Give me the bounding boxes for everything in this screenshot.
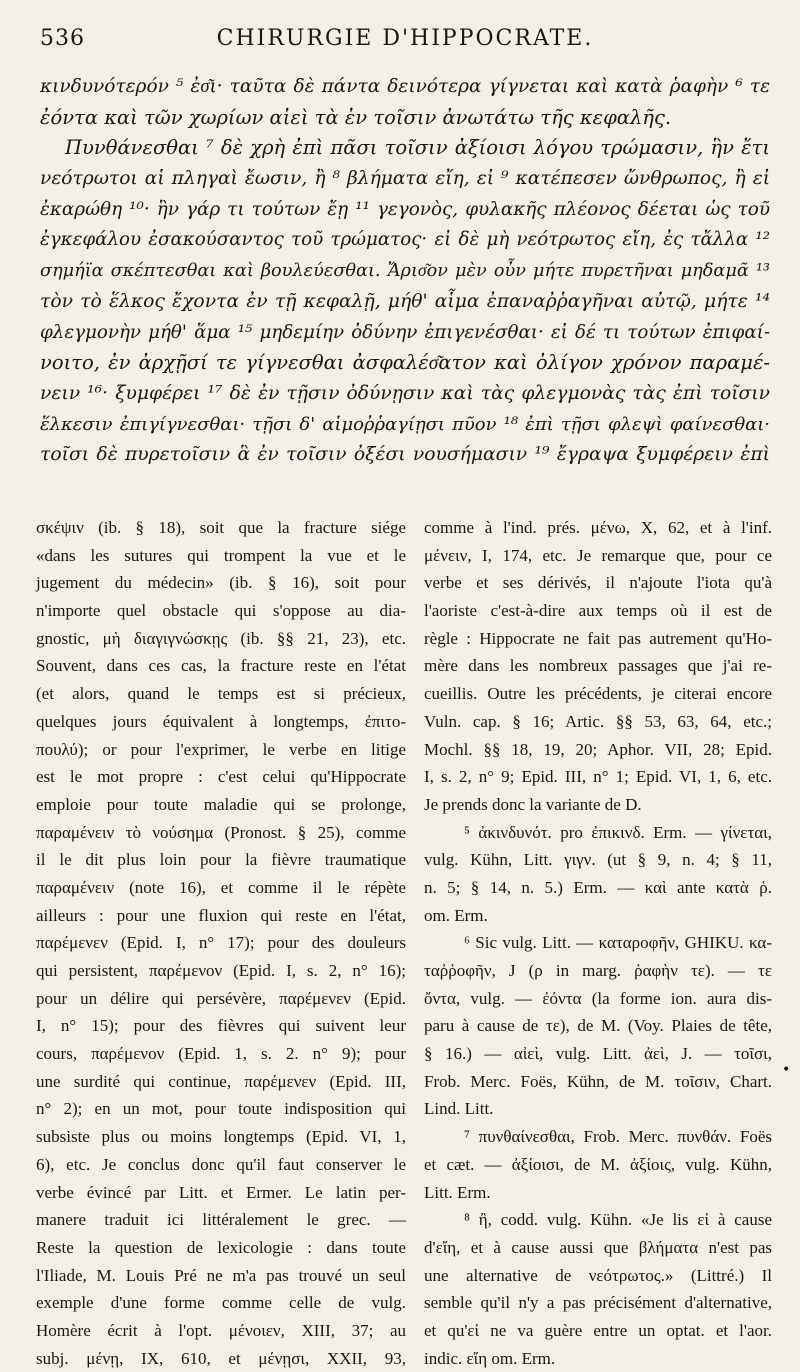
commentary-line: (et alors, quand le temps est si précieux, (36, 684, 406, 704)
footnote-line: Mochl. §§ 18, 19, 20; Aphor. VII, 28; Epid. (424, 739, 772, 759)
commentary-line: 6), etc. Je conclus donc qu'il faut conserver le (36, 1154, 406, 1174)
footnote-line: une alternative de νεότρωτος.» (Littré.) Il (424, 1265, 772, 1285)
footnote-line: indic. εἴη om. Erm. (424, 1348, 556, 1368)
greek-text-line: Πυνθάνεσθαι ⁷ δὲ χρὴ ἐπὶ πᾶσι τοῖσιν ἀξίοισι λόγου τρώμασιν, ἣν ἔτι (65, 136, 770, 160)
commentary-line: subj. μένῃ, IX, 610, et μένῃσι, XXII, 93, (36, 1348, 406, 1368)
greek-text-line: νειν ¹⁶· ξυμφέρει ¹⁷ δὲ ἐν τῇσιν ὀδύνῃσιν καὶ τὰς φλεγμονὰς τὰς ἐπὶ τοῖσιν (40, 382, 770, 404)
footnotes-right-column (424, 514, 772, 1372)
footnote-line: om. Erm. (424, 905, 488, 925)
greek-text-block (40, 72, 770, 471)
footnote-line: mère dans les nombreux passages que j'ai re- (424, 656, 772, 676)
page-header (40, 22, 770, 62)
margin-dot: • (782, 1062, 791, 1078)
commentary-line: une surdité qui continue, παρέμενεν (Epid. III, (36, 1071, 406, 1091)
commentary-left-column (36, 514, 406, 1372)
commentary-line: cours, παρέμενον (Epid. 1, s. 2. n° 9); pour (36, 1044, 406, 1064)
commentary-line: l'Iliade, M. Louis Pré ne m'a pas trouvé un seul (36, 1265, 406, 1285)
footnote-line: ταῤῥοφῆν, J (ρ in marg. ῥαφὴν τε). — τε (424, 961, 772, 980)
running-title: CHIRURGIE D'HIPPOCRATE. (216, 26, 594, 51)
greek-text-line: τοῖσι δὲ πυρετοῖσιν ἃ ἐν τοῖσιν ὀξέσι νουσήμασιν ¹⁹ ἔγραψα ξυμφέρειν ἐπὶ (40, 444, 770, 466)
footnote-line: Litt. Erm. (424, 1182, 491, 1202)
greek-text-line: ἐκαρώθη ¹⁰· ἣν γάρ τι τούτων ἔῃ ¹¹ γεγονὸς, φυλακῆς πλέονος δέεται ὡς τοῦ (40, 198, 770, 220)
commentary-line: manere traduit ici littéralement le grec. — (36, 1210, 406, 1230)
footnote-line: n. 5; § 14, n. 5.) Erm. — καὶ ante κατὰ ῥ. (424, 877, 772, 897)
footnote-line: § 16.) — αἰεὶ, vulg. Litt. ἀεὶ, J. — τοῖσι, (424, 1044, 772, 1064)
commentary-line: subsiste plus ou moins longtemps (Epid. VI, 1, (36, 1127, 406, 1147)
footnote-line: I, s. 2, n° 9; Epid. III, n° 1; Epid. VI, 1, 6, etc. (424, 767, 772, 787)
commentary-line: πουλύ); or pour l'exprimer, le verbe en litige (36, 739, 406, 759)
commentary-line: verbe évincé par Litt. et Ermer. Le latin per- (36, 1182, 406, 1202)
footnote-line: et cæt. — ἀξίοισι, de M. ἀξίοις, vulg. Kühn, (424, 1154, 772, 1174)
commentary-line: I, n° 15); pour des fièvres qui suivent leur (36, 1016, 406, 1036)
greek-text-line: ἕλκεσιν ἐπιγίγνεσθαι· τῇσι δ' αἱμοῤῥαγίῃσι πῦον ¹⁸ ἐπὶ τῇσι φλεψὶ φαίνεσθαι· (40, 413, 770, 435)
commentary-line: παρέμενεν (Epid. I, n° 17); pour des douleurs (36, 933, 406, 953)
footnote-line: Lind. Litt. (424, 1099, 494, 1119)
greek-text-line: ἐγκεφάλου ἐσακούσαντος τοῦ τρώματος· εἰ δὲ μὴ νεότρωτος εἴη, ἐς τἄλλα ¹² (40, 229, 770, 251)
footnote-line: ⁵ ἀκινδυνότ. pro ἐπικινδ. Erm. — γίνεται, (464, 822, 772, 842)
commentary-line: παραμένειν τὸ νούσημα (Pronost. § 25), comme (36, 822, 406, 842)
footnote-line: vulg. Kühn, Litt. γιγν. (ut § 9, n. 4; § 11, (424, 850, 772, 870)
commentary-line: il le dit plus loin pour la fièvre traumatique (36, 850, 406, 870)
commentary-line: Homère écrit à l'opt. μένοιεν, XIII, 37; au (36, 1320, 406, 1340)
greek-text-line: σημήϊα σκέπτεσθαι καὶ βουλεύεσθαι. Ἄρισ͂ον μὲν οὖν μήτε πυρετῆναι μηδαμᾶ ¹³ (40, 261, 770, 282)
commentary-line: emploie pour toute maladie qui se prolonge, (36, 794, 406, 814)
footnote-line: ⁸ ἢ, codd. vulg. Kühn. «Je lis εἰ à cause (464, 1210, 772, 1230)
commentary-line: ailleurs : pour une fluxion qui reste en l'état, (36, 905, 406, 925)
greek-text-line: νεότρωτοι αἱ πληγαὶ ἔωσιν, ἢ ⁸ βλήματα εἴη, εἰ ⁹ κατέπεσεν ὤνθρωπος, ἢ εἰ (40, 168, 770, 190)
footnote-line: règle : Hippocrate ne fait pas autrement qu'Ho- (424, 628, 772, 648)
commentary-line: quelques jours équivalent à longtemps, ἐπιτο- (36, 711, 406, 731)
commentary-line: pour un délire qui persévère, παρέμενεν (Epid. (36, 988, 406, 1008)
greek-text-line: ἐόντα καὶ τῶν χωρίων αἰεὶ τὰ ἐν τοῖσιν ἀνωτάτω τῆς κεφαλῆς. (40, 105, 672, 129)
greek-text-line: νοιτο, ἐν ἀρχῇσί τε γίγνεσθαι ἀσφαλέσ͂ατον καὶ ὀλίγον χρόνον παραμέ- (40, 351, 770, 375)
footnote-line: ⁶ Sic vulg. Litt. — καταροφῆν, GHIKU. κα- (464, 933, 772, 953)
commentary-line: σκέψιν (ib. § 18), soit que la fracture siége (36, 518, 406, 537)
commentary-line: «dans les sutures qui trompent la vue et le (36, 545, 406, 565)
footnote-line: verbe et ses dérivés, il n'ajoute l'iota qu'à (424, 573, 772, 593)
commentary-line: n'importe quel obstacle qui s'oppose au dia- (36, 601, 406, 621)
commentary-line: Reste la question de lexicologie : dans toute (36, 1237, 406, 1257)
footnote-line: ὄντα, vulg. — ἐόντα (la forme ion. aura dis- (424, 988, 772, 1008)
footnote-line: paru à cause de τε), de M. (Voy. Plaies de tête, (424, 1016, 772, 1036)
commentary-line: Souvent, dans ces cas, la fracture reste en l'état (36, 656, 406, 676)
footnote-line: Vuln. cap. § 16; Artic. §§ 53, 63, 64, etc.; (424, 711, 772, 731)
commentary-line: n° 2); en un mot, pour toute indisposition qui (36, 1099, 406, 1119)
commentary-line: est le mot propre : c'est celui qu'Hippocrate (36, 767, 406, 787)
footnote-line: Je prends donc la variante de D. (424, 794, 642, 814)
greek-text-line: τὸν τὸ ἕλκος ἔχοντα ἐν τῇ κεφαλῇ, μήθ' αἷμα ἐπαναῤῥαγῆναι αὐτῷ, μήτε ¹⁴ (40, 290, 770, 312)
footnote-line: d'εἴη, et à cause aussi que βλήματα n'est pas (424, 1237, 772, 1257)
commentary-line: qui persistent, παρέμενον (Epid. I, s. 2, n° 16); (36, 961, 406, 980)
greek-text-line: κινδυνότερόν ⁵ ἐσ͂ι· ταῦτα δὲ πάντα δεινότερα γίγνεται καὶ κατὰ ῥαφὴν ⁶ τε (40, 76, 770, 97)
footnote-line: et qu'εἰ ne va guère entre un optat. et l'aor. (424, 1320, 772, 1340)
footnote-line: Frob. Merc. Foës, Kühn, de M. τοῖσιν, Chart. (424, 1071, 772, 1091)
footnote-line: l'aoriste c'est-à-dire aux temps où il est de (424, 601, 772, 621)
footnote-line: ⁷ πυνθαίνεσθαι, Frob. Merc. πυνθάν. Foës (464, 1127, 772, 1147)
commentary-line: jugement du médecin» (ib. § 16), soit pour (36, 573, 406, 593)
page-number: 536 (40, 26, 85, 51)
footnote-line: semble qu'il n'y a pas précisément d'alternative, (424, 1293, 772, 1313)
footnote-line: μένειν, I, 174, etc. Je remarque que, pour ce (424, 545, 772, 565)
greek-text-line: φλεγμονὴν μήθ' ἅμα ¹⁵ μηδεμίην ὀδύνην ἐπιγενέσθαι· εἰ δέ τι τούτων ἐπιφαί- (40, 321, 770, 343)
footnote-line: comme à l'ind. prés. μένω, X, 62, et à l'inf. (424, 518, 772, 537)
commentary-line: gnostic, μὴ διαγιγνώσκῃς (ib. §§ 21, 23), etc. (36, 628, 406, 648)
footnote-line: cueillis. Outre les précédents, je citerai encore (424, 684, 772, 704)
commentary-line: exemple d'une forme comme celle de vulg. (36, 1293, 406, 1313)
commentary-line: παραμένειν (note 16), et comme il le répète (36, 877, 406, 897)
